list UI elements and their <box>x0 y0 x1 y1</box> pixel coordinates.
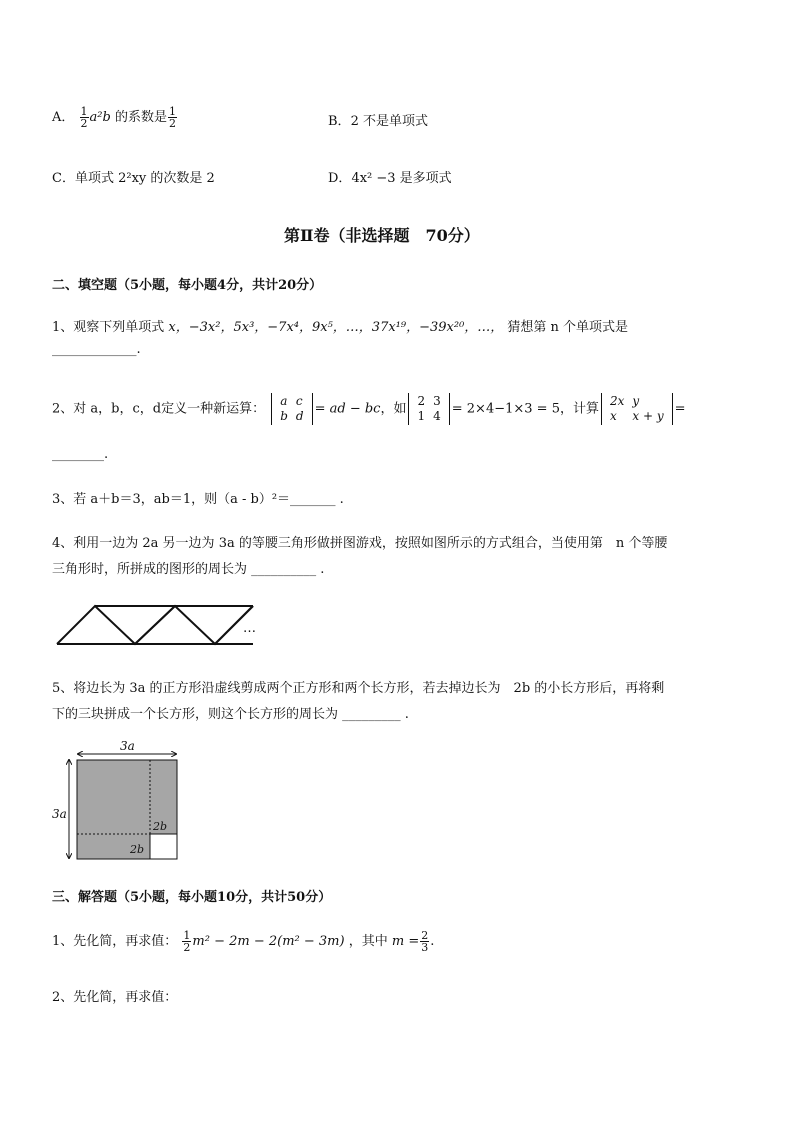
option-b <box>328 110 428 129</box>
fill-q1-line1 <box>52 316 628 335</box>
option-a <box>52 106 178 129</box>
fill-q2-prefix: 2、对 a，b，c，d定义一种新运算： <box>52 401 266 417</box>
square-cut-figure <box>50 738 190 864</box>
solve-section-header: 三、解答题（5小题，每小题10分，共计50分） <box>52 890 332 905</box>
determinant-compute: 2x y x x + y <box>601 393 673 425</box>
solve-q1-mid: ，其中 <box>348 934 388 949</box>
fill-q2-example-label: ，如 <box>380 401 407 417</box>
option-a-label: A． <box>52 110 75 125</box>
figure-ellipsis: … <box>243 621 256 636</box>
label-2b-bottom: 2b <box>130 843 145 856</box>
solve-q1-prefix: 1、先化简，再求值： <box>52 934 178 949</box>
fill-q2-example-result: = 2×4−1×3 = 5 <box>451 401 560 417</box>
option-c-label: C． <box>52 171 75 186</box>
fill-q1-prefix: 1、观察下列单项式 <box>52 320 165 335</box>
fill-q2-def-result: = ad − bc <box>314 401 381 417</box>
solve-q1-expression: m² − 2m − 2(m² − 3m) <box>192 934 345 949</box>
fill-q2-blank: ________. <box>52 447 109 462</box>
solve-q1 <box>52 930 434 953</box>
option-a-text: 的系数是 <box>114 110 167 125</box>
triangle-puzzle-figure <box>55 604 265 646</box>
fill-q5-line2: 下的三块拼成一个长方形，则这个长方形的周长为 _________ . <box>52 707 409 722</box>
solve-q1-var: m = <box>391 934 420 949</box>
label-2b-right: 2b <box>153 820 168 833</box>
option-d-text: 4x² −3 是多项式 <box>351 171 452 186</box>
solve-q1-half: $\frac{1}{2}$ <box>183 929 191 954</box>
option-d <box>328 167 452 186</box>
fill-q3: 3、若 a＋b＝3，ab＝1，则（a - b）²＝_______ . <box>52 492 344 507</box>
label-left-3a: 3a <box>52 807 67 821</box>
fill-section-header: 二、填空题（5小题，每小题4分，共计20分） <box>52 278 323 293</box>
solve-q1-end: . <box>430 934 435 949</box>
fill-q2-compute-label: ，计算 <box>559 401 599 417</box>
solve-q1-value: $\frac{2}{3}$ <box>421 929 429 954</box>
option-a-term: a²b <box>89 110 111 125</box>
option-a-value: $\frac{1}{2}$ <box>168 105 176 130</box>
removed-small-square <box>150 834 177 859</box>
fill-q5-line1: 5、将边长为 3a 的正方形沿虚线剪成两个正方形和两个长方形，若去掉边长为 2b 的小长方形后，再将剩 <box>52 681 665 696</box>
part2-title: 第Ⅱ卷（非选择题 70分） <box>284 226 480 245</box>
option-a-fraction: $\frac{1}{2}$ <box>80 105 88 130</box>
fill-q1-sequence: x，−3x²，5x³，−7x⁴，9x⁵，…，37x¹⁹，−39x²⁰，…， <box>168 320 504 335</box>
figure-diagonal <box>135 606 175 644</box>
fill-q4-line1: 4、利用一边为 2a 另一边为 3a 的等腰三角形做拼图游戏，按照如图所示的方式组合，当使用第 n 个等腰 <box>52 536 668 551</box>
fill-q2-line1 <box>52 393 686 425</box>
option-c <box>52 167 215 186</box>
label-top-3a: 3a <box>120 739 135 753</box>
solve-q2: 2、先化简，再求值： <box>52 990 178 1005</box>
square-cut-svg <box>50 738 190 864</box>
determinant-example: 2 3 1 4 <box>408 393 449 425</box>
fill-q1-suffix: 猜想第 n 个单项式是 <box>507 320 629 335</box>
fill-q2-compute-result: = <box>674 401 686 417</box>
fill-q1-blank: _____________. <box>52 342 141 357</box>
fill-q4-line2: 三角形时，所拼成的图形的周长为 __________ . <box>52 562 325 577</box>
option-b-text: 2 不是单项式 <box>350 114 428 129</box>
option-b-label: B． <box>328 114 351 129</box>
option-d-label: D． <box>328 171 352 186</box>
determinant-definition: a c b d <box>271 393 312 425</box>
option-c-text: 单项式 2²xy 的次数是 2 <box>74 171 215 186</box>
